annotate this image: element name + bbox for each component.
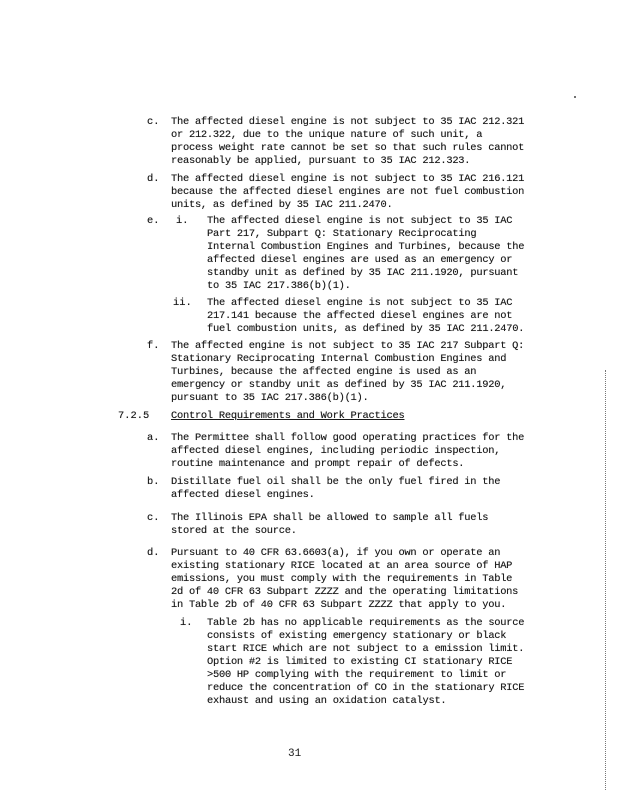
text-line: The affected diesel engine is not subject to 35 IAC	[207, 297, 513, 309]
text-line: The affected diesel engine is not subject to 35 IAC 212.321	[171, 116, 525, 128]
text-line: Part 217, Subpart Q: Stationary Reciprocating	[207, 228, 477, 240]
text-line: Pursuant to 40 CFR 63.6603(a), if you own or operate an	[171, 547, 501, 559]
section-heading: Control Requirements and Work Practices	[171, 410, 405, 422]
text-line: stored at the source.	[171, 525, 297, 537]
item-marker: d.	[147, 547, 160, 559]
text-line: emissions, you must comply with the requirements in Table	[171, 573, 513, 585]
text-line: process weight rate cannot be set so that such rules cannot	[171, 142, 525, 154]
text-line: to 35 IAC 217.386(b)(1).	[207, 280, 351, 292]
item-marker: d.	[147, 173, 160, 185]
text-line: emergency or standby unit as defined by 35 IAC 211.1920,	[171, 379, 507, 391]
text-line: or 212.322, due to the unique nature of such unit, a	[171, 129, 483, 141]
text-line: because the affected diesel engines are not fuel combustion	[171, 186, 525, 198]
page-number: 31	[288, 748, 302, 760]
text-line: The affected diesel engine is not subject to 35 IAC	[207, 215, 513, 227]
item-marker: b.	[147, 476, 160, 488]
subitem-marker: i.	[180, 617, 193, 629]
text-line: Table 2b has no applicable requirements as the source	[207, 617, 525, 629]
text-line: existing stationary RICE located at an area source of HAP	[171, 560, 513, 572]
item-marker: c.	[147, 512, 160, 524]
text-line: Distillate fuel oil shall be the only fuel fired in the	[171, 476, 501, 488]
scan-speck	[574, 96, 576, 98]
text-line: affected diesel engines.	[171, 489, 315, 501]
text-line: Internal Combustion Engines and Turbines, because the	[207, 241, 525, 253]
item-marker: a.	[147, 432, 160, 444]
text-line: exhaust and using an oxidation catalyst.	[207, 695, 447, 707]
text-line: reduce the concentration of CO in the stationary RICE	[207, 682, 525, 694]
section-number: 7.2.5	[118, 410, 150, 422]
text-line: fuel combustion units, as defined by 35 IAC 211.2470.	[207, 323, 525, 335]
text-line: start RICE which are not subject to a emission limit.	[207, 643, 525, 655]
text-line: The affected diesel engine is not subject to 35 IAC 216.121	[171, 173, 525, 185]
text-line: pursuant to 35 IAC 217.386(b)(1).	[171, 392, 369, 404]
text-line: affected diesel engines are used as an emergency or	[207, 254, 513, 266]
text-line: The affected engine is not subject to 35 IAC 217 Subpart Q:	[171, 340, 525, 352]
text-line: units, as defined by 35 IAC 211.2470.	[171, 199, 393, 211]
scan-edge-line	[605, 370, 606, 790]
text-line: The Permittee shall follow good operating practices for the	[171, 432, 525, 444]
item-marker: f.	[147, 340, 160, 352]
subitem-marker: ii.	[173, 297, 192, 309]
item-marker: c.	[147, 116, 160, 128]
text-line: reasonably be applied, pursuant to 35 IAC 212.323.	[171, 155, 471, 167]
text-line: 2d of 40 CFR 63 Subpart ZZZZ and the operating limitations	[171, 586, 519, 598]
item-marker: e.	[147, 215, 160, 227]
text-line: affected diesel engines, including periodic inspection,	[171, 445, 501, 457]
text-line: Turbines, because the affected engine is used as an	[171, 366, 477, 378]
text-line: standby unit as defined by 35 IAC 211.1920, pursuant	[207, 267, 519, 279]
text-line: The Illinois EPA shall be allowed to sample all fuels	[171, 512, 489, 524]
text-line: routine maintenance and prompt repair of defects.	[171, 458, 465, 470]
text-line: Option #2 is limited to existing CI stationary RICE	[207, 656, 513, 668]
text-line: in Table 2b of 40 CFR 63 Subpart ZZZZ that apply to you.	[171, 599, 507, 611]
text-line: >500 HP complying with the requirement to limit or	[207, 669, 507, 681]
text-line: 217.141 because the affected diesel engines are not	[207, 310, 513, 322]
text-line: consists of existing emergency stationary or black	[207, 630, 507, 642]
subitem-marker: i.	[176, 215, 189, 227]
text-line: Stationary Reciprocating Internal Combustion Engines and	[171, 353, 507, 365]
